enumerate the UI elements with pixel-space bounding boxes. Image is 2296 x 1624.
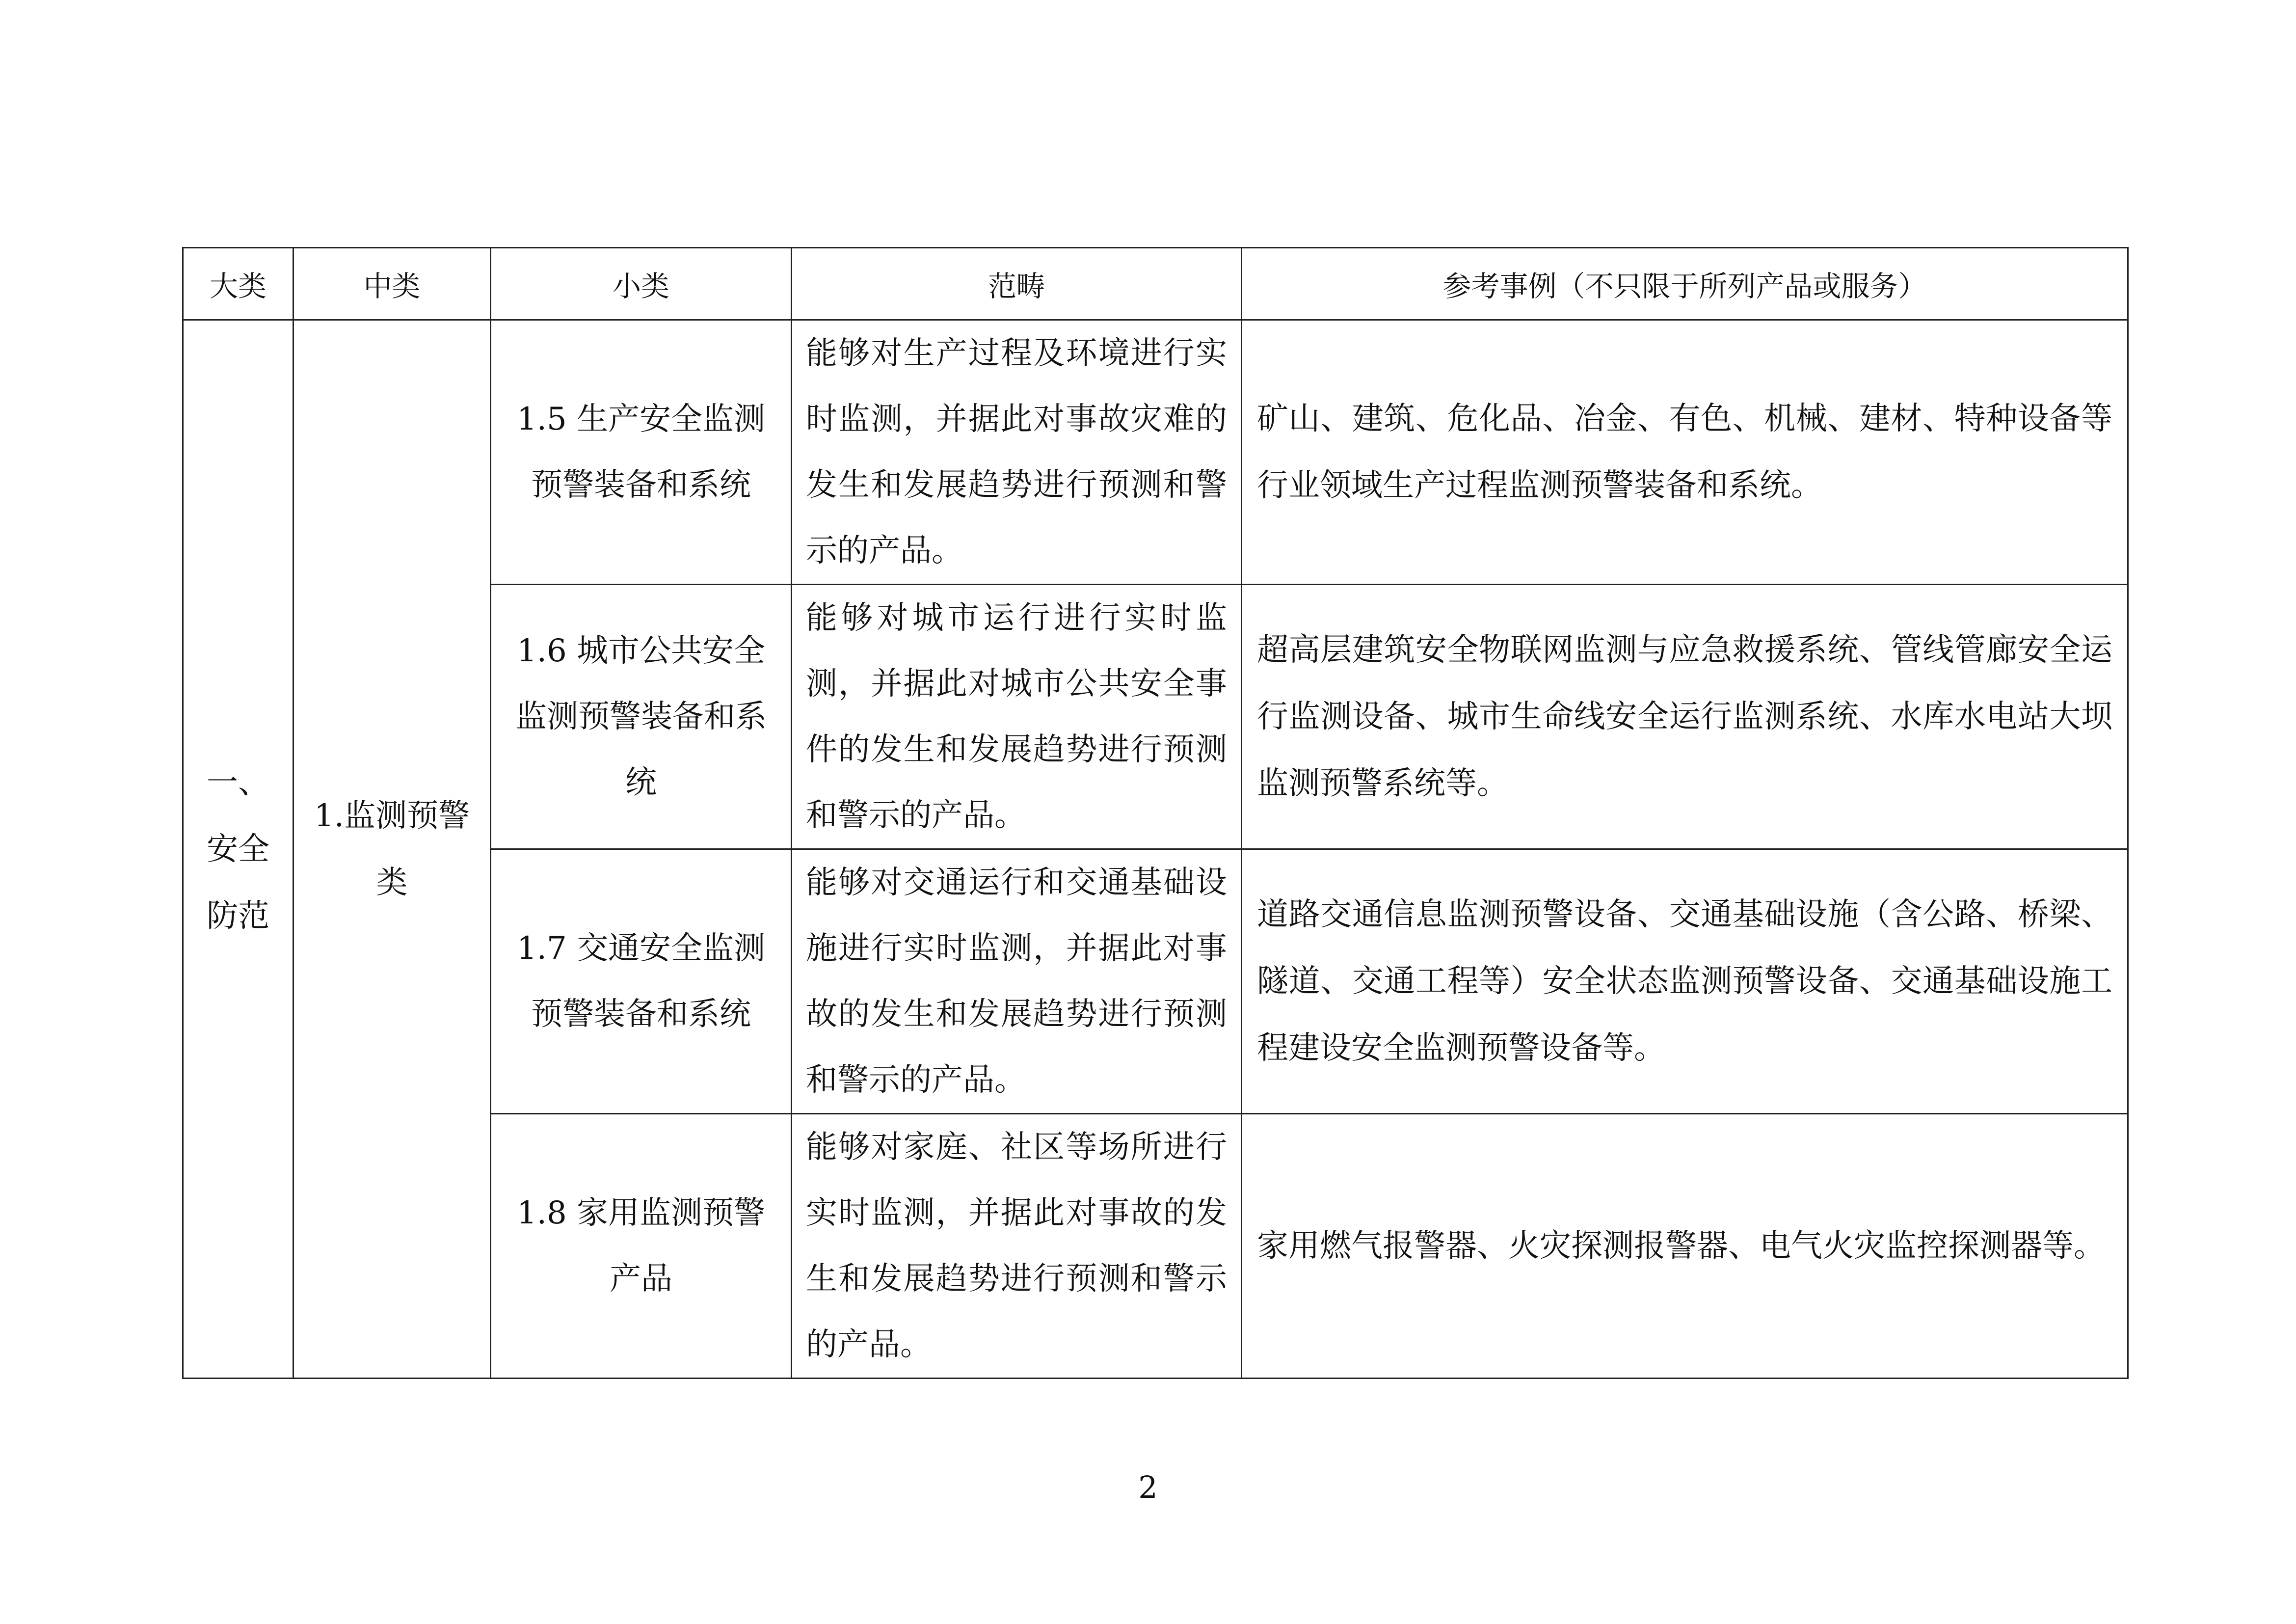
mid-category-cell bbox=[294, 320, 491, 1379]
category-table bbox=[182, 247, 2129, 1379]
minor-category-cell: 1.6 城市公共安全监测预警装备和系统 bbox=[491, 585, 792, 849]
minor-category-cell: 1.7 交通安全监测预警装备和系统 bbox=[491, 849, 792, 1114]
reference-cell: 矿山、建筑、危化品、冶金、有色、机械、建材、特种设备等行业领域生产过程监测预警装备和系统。 bbox=[1242, 320, 2128, 585]
header-scope: 范畴 bbox=[792, 248, 1242, 320]
reference-cell: 道路交通信息监测预警设备、交通基础设施（含公路、桥梁、隧道、交通工程等）安全状态监测预警设备、交通基础设施工程建设安全监测预警设备等。 bbox=[1242, 849, 2128, 1114]
table-header-row bbox=[183, 248, 2128, 320]
header-major: 大类 bbox=[183, 248, 294, 320]
header-mid: 中类 bbox=[294, 248, 491, 320]
header-reference: 参考事例（不只限于所列产品或服务） bbox=[1242, 248, 2128, 320]
scope-cell: 能够对家庭、社区等场所进行实时监测，并据此对事故的发生和发展趋势进行预测和警示的产品。 bbox=[792, 1114, 1242, 1379]
minor-category-cell: 1.5 生产安全监测预警装备和系统 bbox=[491, 320, 792, 585]
table-row bbox=[183, 320, 2128, 585]
major-category-line: 防范 bbox=[207, 897, 269, 934]
major-category-line: 一、 bbox=[207, 764, 269, 801]
scope-cell: 能够对城市运行进行实时监测，并据此对城市公共安全事件的发生和发展趋势进行预测和警示的产品。 bbox=[792, 585, 1242, 849]
major-category-cell bbox=[183, 320, 294, 1379]
mid-category-line: 1.监测预警 bbox=[314, 797, 470, 834]
page-number: 2 bbox=[1138, 1469, 1158, 1505]
reference-cell: 家用燃气报警器、火灾探测报警器、电气火灾监控探测器等。 bbox=[1242, 1114, 2128, 1379]
minor-category-cell: 1.8 家用监测预警产品 bbox=[491, 1114, 792, 1379]
scope-cell: 能够对生产过程及环境进行实时监测，并据此对事故灾难的发生和发展趋势进行预测和警示的产品。 bbox=[792, 320, 1242, 585]
reference-cell: 超高层建筑安全物联网监测与应急救援系统、管线管廊安全运行监测设备、城市生命线安全运行监测系统、水库水电站大坝监测预警系统等。 bbox=[1242, 585, 2128, 849]
major-category-line: 安全 bbox=[207, 831, 269, 867]
mid-category-line: 类 bbox=[376, 864, 408, 901]
header-minor: 小类 bbox=[491, 248, 792, 320]
scope-cell: 能够对交通运行和交通基础设施进行实时监测，并据此对事故的发生和发展趋势进行预测和警示的产品。 bbox=[792, 849, 1242, 1114]
